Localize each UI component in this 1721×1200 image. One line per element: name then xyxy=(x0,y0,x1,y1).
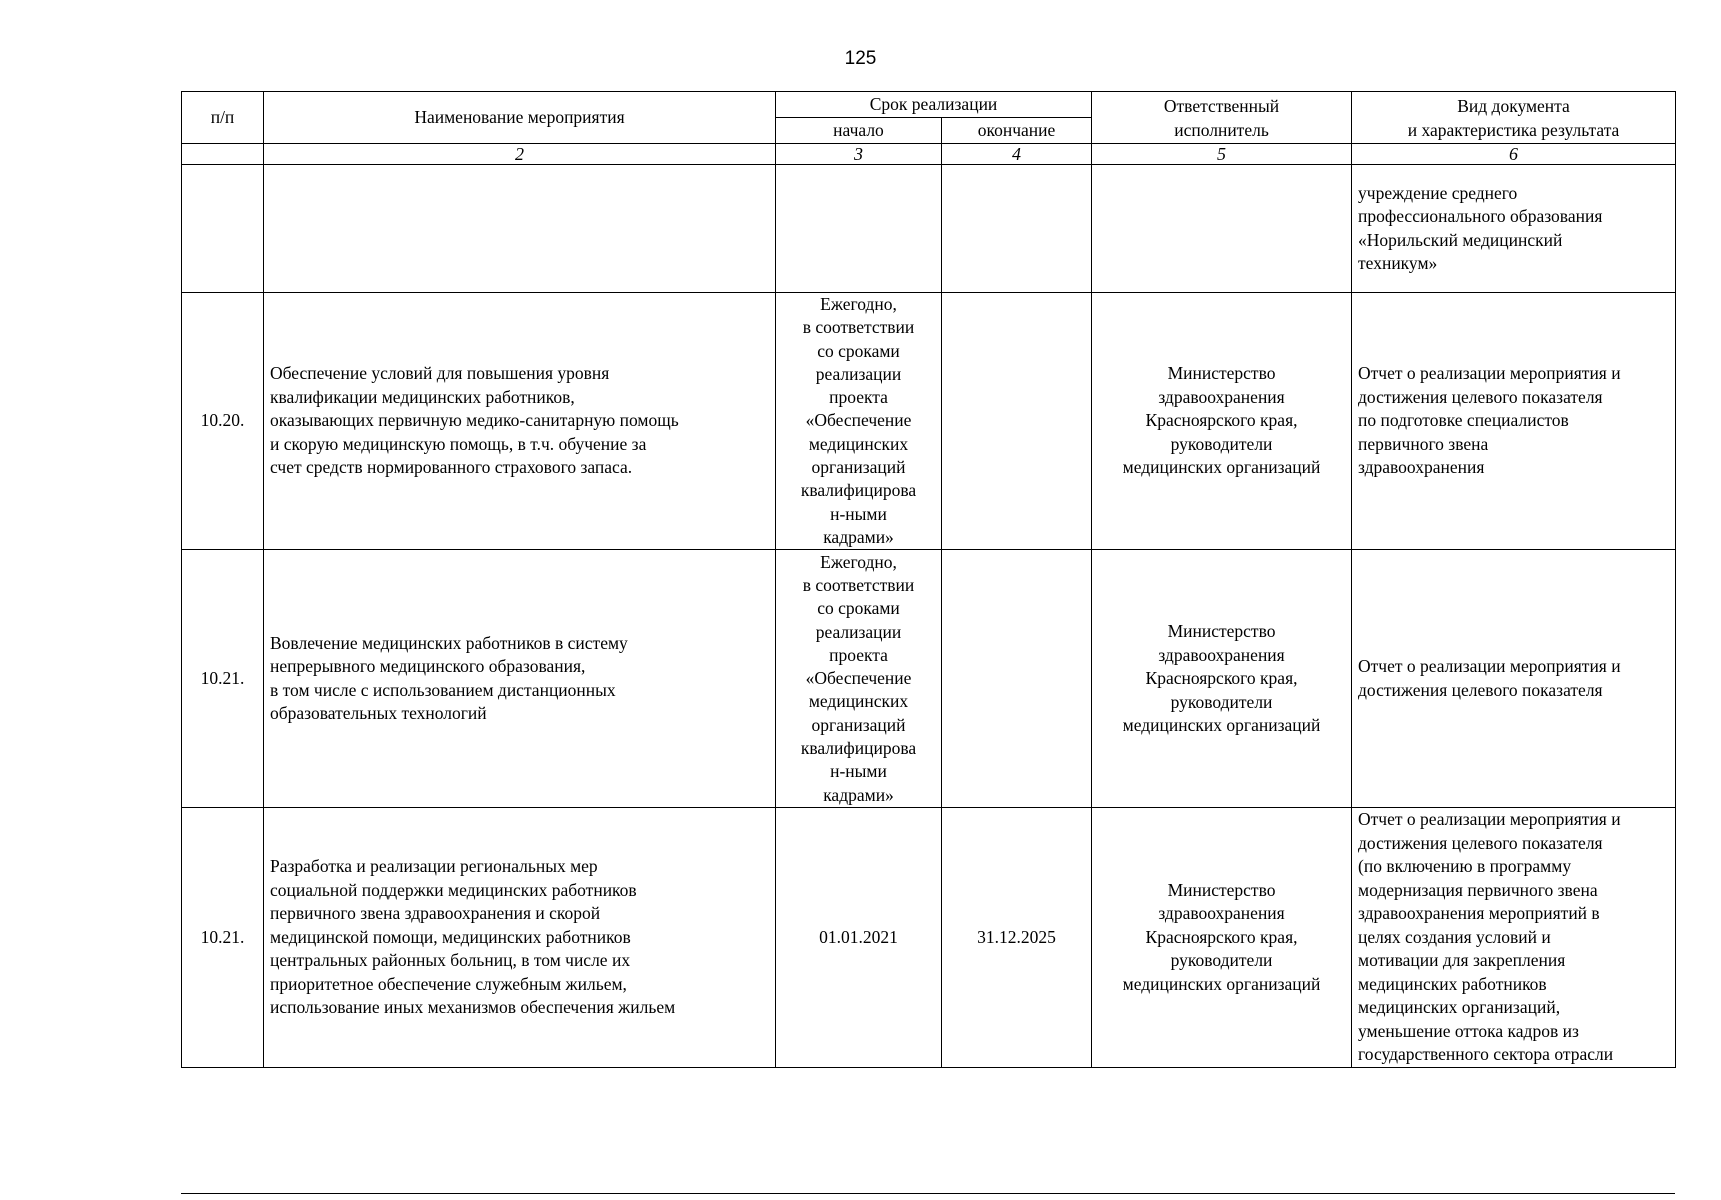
result-document: Отчет о реализации мероприятия и достижения целевого показателя (по включению в программу модернизация первичного звена здравоохранения мероприятий в целях создания условий и мотивации для закрепления медицинских работников медицинских организаций, уменьшение оттока кадров из государственного сектора отрасли xyxy=(1352,808,1676,1068)
header-pp: п/п xyxy=(182,92,264,144)
row-number xyxy=(182,165,264,293)
start-date: 01.01.2021 xyxy=(776,808,942,1068)
start-date: Ежегодно, в соответствии со сроками реализации проекта «Обеспечение медицинских организаций квалифицирова н-ными кадрами» xyxy=(776,293,942,550)
table-row xyxy=(182,808,1676,1068)
end-date xyxy=(942,550,1092,808)
end-date: 31.12.2025 xyxy=(942,808,1092,1068)
column-number: 6 xyxy=(1352,144,1676,165)
page-number: 125 xyxy=(844,48,877,69)
column-number: 2 xyxy=(264,144,776,165)
header-result: Вид документа и характеристика результата xyxy=(1352,92,1676,144)
header-start: начало xyxy=(776,118,942,144)
activity-name: Обеспечение условий для повышения уровня квалификации медицинских работников, оказывающих первичную медико-санитарную помощь и скорую медицинскую помощь, в т.ч. обучение за счет средств нормированного страхового запаса. xyxy=(264,293,776,550)
table-row xyxy=(182,550,1676,808)
column-number xyxy=(182,144,264,165)
result-document: Отчет о реализации мероприятия и достижения целевого показателя xyxy=(1352,550,1676,808)
column-number: 3 xyxy=(776,144,942,165)
start-date xyxy=(776,165,942,293)
header-implementation-term: Срок реализации xyxy=(776,92,1092,118)
activity-name: Вовлечение медицинских работников в систему непрерывного медицинского образования, в том числе с использованием дистанционных образовательных технологий xyxy=(264,550,776,808)
start-date: Ежегодно, в соответствии со сроками реализации проекта «Обеспечение медицинских организаций квалифицирова н-ными кадрами» xyxy=(776,550,942,808)
page-bottom-rule xyxy=(181,1193,1675,1194)
row-number: 10.20. xyxy=(182,293,264,550)
result-document: учреждение среднего профессионального образования «Норильский медицинский техникум» xyxy=(1352,165,1676,293)
activity-name xyxy=(264,165,776,293)
responsible-executor: Министерство здравоохранения Красноярского края, руководители медицинских организаций xyxy=(1092,293,1352,550)
end-date xyxy=(942,165,1092,293)
header-activity-name: Наименование мероприятия xyxy=(264,92,776,144)
column-number: 4 xyxy=(942,144,1092,165)
activity-name: Разработка и реализации региональных мер социальной поддержки медицинских работников первичного звена здравоохранения и скорой медицинской помощи, медицинских работников центральных районных больниц, в том числе их приоритетное обеспечение служебным жильем, использование иных механизмов обеспечения жильем xyxy=(264,808,776,1068)
row-number: 10.21. xyxy=(182,550,264,808)
column-number: 5 xyxy=(1092,144,1352,165)
header-responsible: Ответственный исполнитель xyxy=(1092,92,1352,144)
table-row xyxy=(182,165,1676,293)
activities-table xyxy=(181,91,1676,1068)
header-end: окончание xyxy=(942,118,1092,144)
column-number-row xyxy=(182,144,1676,165)
row-number: 10.21. xyxy=(182,808,264,1068)
table-row xyxy=(182,293,1676,550)
responsible-executor: Министерство здравоохранения Красноярского края, руководители медицинских организаций xyxy=(1092,550,1352,808)
responsible-executor xyxy=(1092,165,1352,293)
end-date xyxy=(942,293,1092,550)
responsible-executor: Министерство здравоохранения Красноярского края, руководители медицинских организаций xyxy=(1092,808,1352,1068)
result-document: Отчет о реализации мероприятия и достижения целевого показателя по подготовке специалистов первичного звена здравоохранения xyxy=(1352,293,1676,550)
